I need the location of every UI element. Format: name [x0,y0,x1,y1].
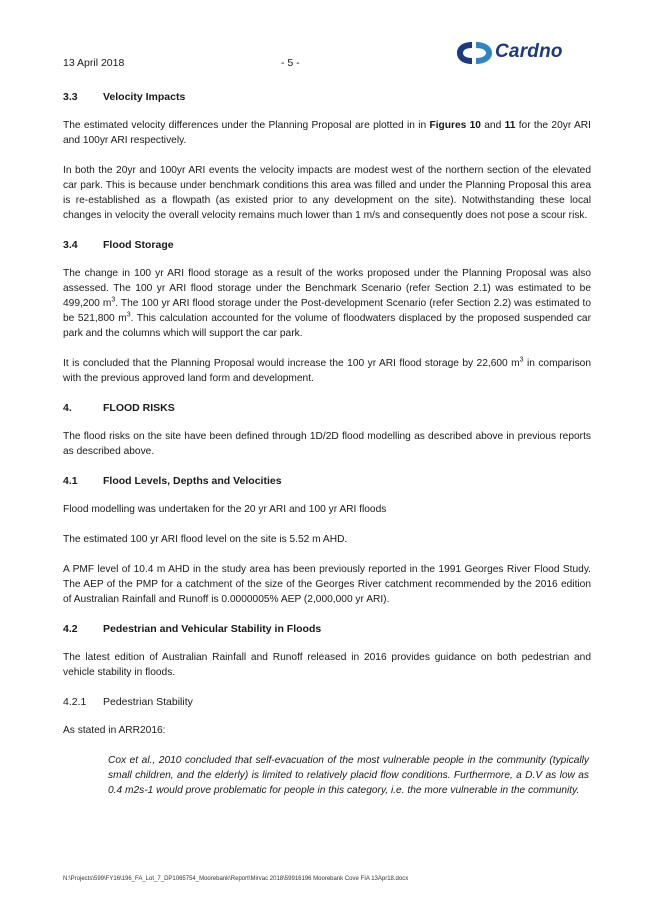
heading-title: FLOOD RISKS [103,402,175,414]
paragraph: The latest edition of Australian Rainfall and Runoff released in 2016 provides guidance on both pedestrian and vehicle stability in floods. [63,652,591,678]
cardno-logo-text: Cardno [495,41,563,62]
heading-4-2-1 [63,695,591,709]
paragraph: A PMF level of 10.4 m AHD in the study area has been previously reported in the 1991 Georges River Flood Study. The AEP of the PMP for a catchment of the size of the Georges River catchment recommended by the 2016 edition of Australian Rainfall and Runoff is 0.0000005% AEP (2,000,000 yr ARI). [63,564,591,605]
heading-number: 3.3 [63,91,78,103]
page-number: - 5 - [281,57,300,69]
heading-4-1 [63,474,591,488]
block-quote: Cox et al., 2010 concluded that self-evacuation of the most vulnerable people in the community (typically small children, and the elderly) is limited to relatively placid flow conditions. Furthermore, a D.V as low as 0.4 m2s-1 would prove problematic for people in this category, i.e. the more vulnerable in the community. [108,755,589,796]
paragraph: The flood risks on the site have been defined through 1D/2D flood modelling as described above in previous reports as described above. [63,431,591,457]
heading-title: Pedestrian Stability [103,696,193,708]
heading-number: 4. [63,402,72,414]
figure-ref: 11 [504,120,516,131]
heading-3-4 [63,238,591,252]
paragraph: The estimated velocity differences under the Planning Proposal are plotted in in Figures 10 and 11 for the 20yr ARI and 100yr ARI respectively. [63,120,591,146]
heading-number: 4.2.1 [63,696,87,708]
paragraph: It is concluded that the Planning Proposal would increase the 100 yr ARI flood storage by 22,600 $m^3$ in comparison with the previous approved land form and development. [63,356,591,384]
heading-number: 3.4 [63,239,78,251]
footer-file-path: N:\Projects\599\FY16\196_FA_Lot_7_DP1065754_Moorebank\Report\Mirvac 2018\59916196 Moorebank Cove FIA 13Apr18.docx [63,876,409,882]
heading-number: 4.1 [63,475,78,487]
paragraph: The change in 100 yr ARI flood storage as a result of the works proposed under the Planning Proposal was also assessed. The 100 yr ARI flood storage under the Benchmark Scenario (refer Section 2.1) was estimated to be 499,200 $m^3$. The 100 yr ARI flood storage under the Post-development Scenario (refer Section 2.2) was estimated to be 521,800 $m^3$. This calculation accounted for the volume of floodwaters displaced by the proposed suspended car park and the columns which will support the car park. [63,268,591,339]
heading-title: Flood Storage [103,239,174,251]
paragraph: As stated in ARR2016: [63,725,166,736]
figure-ref: Figures 10 [429,120,481,131]
heading-4-2 [63,622,591,636]
heading-title: Pedestrian and Vehicular Stability in Floods [103,623,322,635]
paragraph: In both the 20yr and 100yr ARI events the velocity impacts are modest west of the northern section of the elevated car park. This is because under benchmark conditions this area was filled and under the Planning Proposal this area is re-established as a flowpath (as existed prior to any development on the site). Notwithstanding these local changes in velocity the overall velocity remains much lower than 1 m/s and consequently does not pose a scour risk. [63,165,591,221]
page-content [63,90,591,813]
heading-number: 4.2 [63,623,78,635]
heading-title: Flood Levels, Depths and Velocities [103,475,282,487]
heading-4 [63,401,591,415]
paragraph: Flood modelling was undertaken for the 20 yr ARI and 100 yr ARI floods [63,504,387,515]
cardno-logo [455,38,615,68]
cardno-logo-mark-icon [455,38,495,68]
paragraph: The estimated 100 yr ARI flood level on the site is 5.52 m AHD. [63,534,348,545]
heading-title: Velocity Impacts [103,91,186,103]
heading-3-3 [63,90,591,104]
header-date: 13 April 2018 [63,57,125,69]
